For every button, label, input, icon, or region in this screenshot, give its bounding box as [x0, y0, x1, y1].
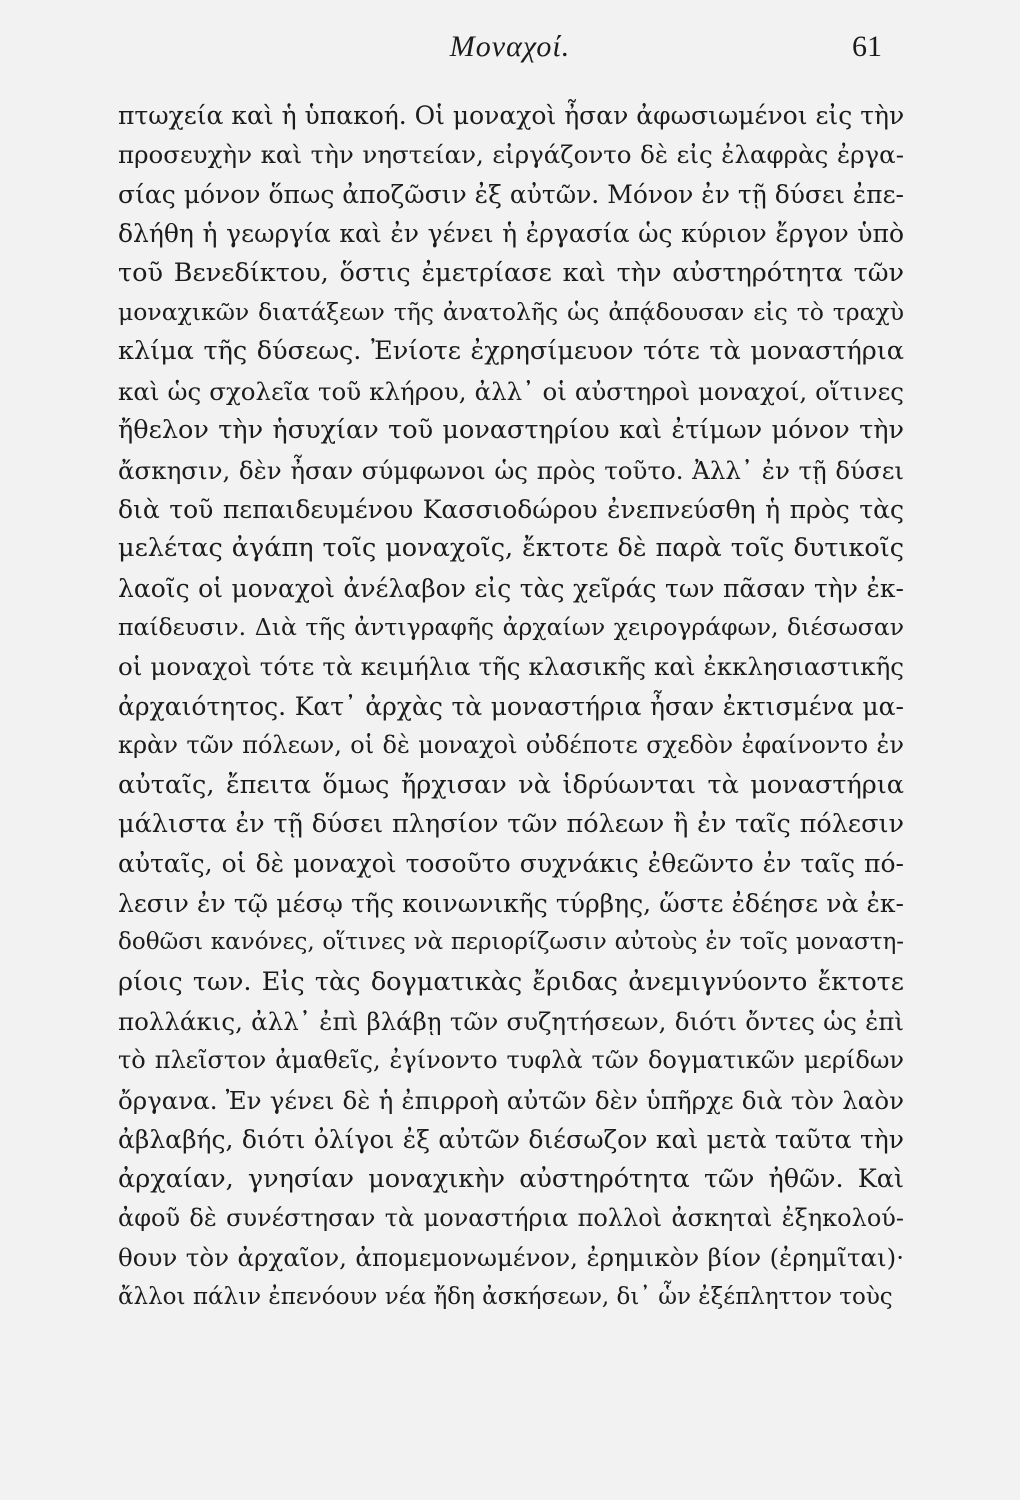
text-line: ἀρχαίαν, γνησίαν μοναχικὴν αὐστηρότητα τῶν ἠθῶν. Καὶ	[118, 1163, 904, 1194]
text-line: αὐταῖς, οἱ δὲ μοναχοὶ τοσοῦτο συχνάκις ἐθεῶντο ἐν ταῖς πό-	[118, 849, 904, 879]
text-line: μελέτας ἀγάπη τοῖς μοναχοῖς, ἔκτοτε δὲ παρὰ τοῖς δυτικοῖς	[118, 533, 904, 564]
text-line: σίας μόνον ὅπως ἀποζῶσιν ἐξ αὐτῶν. Μόνον ἐν τῇ δύσει ἐπε-	[118, 179, 904, 209]
text-line: δοθῶσι κανόνες, οἵτινες νὰ περιορίζωσιν αὐτοὺς ἐν τοῖς μοναστη-	[118, 929, 904, 956]
text-line: ρίοις των. Εἰς τὰς δογματικὰς ἔριδας ἀνεμιγνύοντο ἔκτοτε	[118, 966, 904, 997]
text-line: καὶ ὡς σχολεῖα τοῦ κλήρου, ἀλλ᾽ οἱ αὐστηροὶ μοναχοί, οἵτινες	[118, 376, 904, 406]
text-line: μοναχικῶν διατάξεων τῆς ἀνατολῆς ὡς ἀπᾴδουσαν εἰς τὸ τραχὺ	[118, 297, 904, 326]
running-head	[0, 30, 1020, 70]
text-line: ὄργανα. Ἐν γένει δὲ ἡ ἐπιρροὴ αὐτῶν δὲν ὑπῆρχε διὰ τὸν λαὸν	[118, 1085, 904, 1115]
text-line: παίδευσιν. Διὰ τῆς ἀντιγραφῆς ἀρχαίων χειρογράφων, διέσωσαν	[118, 613, 904, 642]
text-line: τοῦ Βενεδίκτου, ὅστις ἐμετρίασε καὶ τὴν αὐστηρότητα τῶν	[118, 257, 904, 288]
text-line: τὸ πλεῖστον ἀμαθεῖς, ἐγίνοντο τυφλὰ τῶν δογματικῶν μερίδων	[118, 1046, 904, 1075]
text-line: προσευχὴν καὶ τὴν νηστείαν, εἰργάζοντο δὲ εἰς ἐλαφρὰς ἐργα-	[118, 140, 904, 170]
text-line: αὐταῖς, ἔπειτα ὅμως ἤρχισαν νὰ ἱδρύωνται τὰ μοναστήρια	[118, 769, 904, 800]
text-line: λεσιν ἐν τῷ μέσῳ τῆς κοινωνικῆς τύρβης, ὥστε ἐδέησε νὰ ἐκ-	[118, 888, 904, 918]
text-line: οἱ μοναχοὶ τότε τὰ κειμήλια τῆς κλασικῆς καὶ ἐκκλησιαστικῆς	[118, 652, 904, 682]
body-text	[118, 96, 904, 1317]
text-line: ἤθελον τὴν ἡσυχίαν τοῦ μοναστηρίου καὶ ἐτίμων μόνον τὴν	[118, 415, 904, 446]
text-line: ἀβλαβής, διότι ὀλίγοι ἐξ αὐτῶν διέσωζον καὶ μετὰ ταῦτα τὴν	[118, 1125, 904, 1155]
page-number: 61	[852, 30, 882, 63]
text-line: ἀρχαιότητος. Κατ᾽ ἀρχὰς τὰ μοναστήρια ἦσαν ἐκτισμένα μα-	[118, 691, 904, 721]
text-line: δλήθη ἡ γεωργία καὶ ἐν γένει ἡ ἐργασία ὡς κύριον ἔργον ὑπὸ	[118, 219, 904, 249]
running-title: Μοναχοί.	[449, 30, 571, 63]
text-line: πολλάκις, ἀλλ᾽ ἐπὶ βλάβῃ τῶν συζητήσεων, διότι ὄντες ὡς ἐπὶ	[118, 1006, 904, 1036]
text-line: μάλιστα ἐν τῇ δύσει πλησίον τῶν πόλεων ἢ ἐν ταῖς πόλεσιν	[118, 809, 904, 840]
text-line: κλίμα τῆς δύσεως. Ἐνίοτε ἐχρησίμευον τότε τὰ μοναστήρια	[118, 336, 904, 367]
text-line: θουν τὸν ἀρχαῖον, ἀπομεμονωμένον, ἐρημικὸν βίον (ἐρημῖται)·	[118, 1243, 904, 1273]
text-line: λαοῖς οἱ μοναχοὶ ἀνέλαβον εἰς τὰς χεῖράς των πᾶσαν τὴν ἐκ-	[118, 573, 904, 603]
text-line: κρὰν τῶν πόλεων, οἱ δὲ μοναχοὶ οὐδέποτε σχεδὸν ἐφαίνοντο ἐν	[118, 731, 904, 760]
text-line: διὰ τοῦ πεπαιδευμένου Κασσιοδώρου ἐνεπνεύσθη ἡ πρὸς τὰς	[118, 494, 904, 524]
text-line: πτωχεία καὶ ἡ ὑπακοή. Οἱ μοναχοὶ ἦσαν ἀφωσιωμένοι εἰς τὴν	[118, 101, 904, 130]
text-line: ἄσκησιν, δὲν ἦσαν σύμφωνοι ὡς πρὸς τοῦτο. Ἀλλ᾽ ἐν τῇ δύσει	[118, 455, 904, 485]
text-line: ἄλλοι πάλιν ἐπενόουν νέα ἤδη ἀσκήσεων, δι᾽ ὧν ἐξέπληττον τοὺς	[118, 1283, 893, 1310]
text-line: ἀφοῦ δὲ συνέστησαν τὰ μοναστήρια πολλοὶ ἀσκηταὶ ἐξηκολού-	[118, 1203, 904, 1232]
